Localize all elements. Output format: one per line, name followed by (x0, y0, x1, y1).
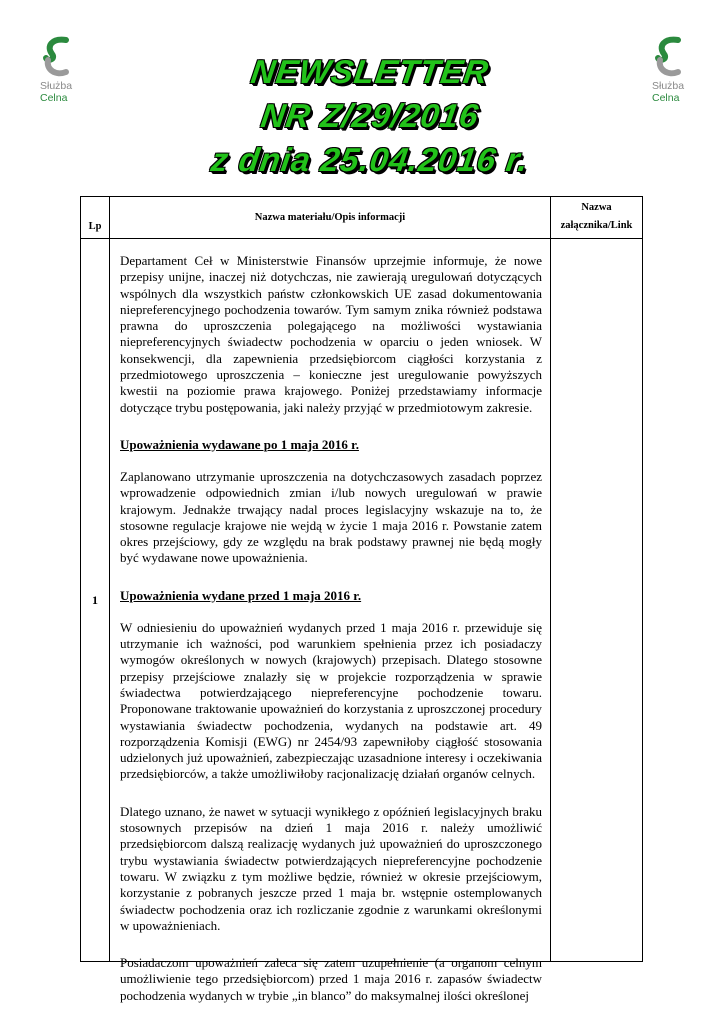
section-heading-before: Upoważnienia wydane przed 1 maja 2016 r. (120, 587, 362, 603)
title-line-date: z dnia 25.04.2016 r. (208, 141, 532, 178)
title-line-newsletter: NEWSLETTER (248, 53, 492, 90)
newsletter-title (110, 50, 630, 182)
paragraph-existing: W odniesieniu do upoważnień wydanych przed 1 maja 2016 r. przewiduje się utrzymanie ich ważności, pod warunkiem spełnienia przez ich posiadaczy wymogów określonych w nowych (krajowych) przepisach. Dlatego stosowne przepisy przejściowe znalazły się w projekcie rozporządzenia w sprawie świadectwa potwierdzającego niepreferencyjne pochodzenie towaru. Proponowane traktowanie upoważnień do korzystania z uproszczonej procedury wystawiania świadectw pochodzenia, wydanych na podstawie art. 49 rozporządzenia Komisji (EWG) nr 2454/93 zapewniłoby ciągłość stosowania udzielonych już upoważnień, zabezpieczając uzasadnione interesy i oczekiwania przedsiębiorców, a także umożliwiłoby racjonalizację działań organów celnych. (120, 619, 542, 782)
row-content (110, 239, 551, 1003)
paragraph-planned: Zaplanowano utrzymanie uproszczenia na dotychczasowych zasadach poprzez wprowadzenie odpowiednich zmian i/lub nowych uregulowań w prawie krajowym. Jednakże trwający nadal proces legislacyjny wskazuje na to, że stosowne regulacje krajowe nie wejdą w życie 1 maja 2016 r. Powstanie zatem okres przejściowy, gdy ze względu na brak podstawy prawnej nie będą mogły być wydawane nowe upoważnienia. (120, 468, 542, 566)
sluzba-celna-logo-right (652, 36, 712, 104)
sluzba-celna-emblem-icon (654, 36, 682, 78)
header-lp: Lp (81, 197, 110, 239)
sluzba-celna-logo-left (40, 36, 100, 104)
paragraph-recommendation: Posiadaczom upoważnień zaleca się zatem uzupełnienie (a organom celnym umożliwienie tego przedsiębiorcom) przed 1 maja 2016 r. zapasów świadectw pochodzenia wydanych w trybie „in blanco” do maksymalnej ilości określonej (120, 955, 542, 1003)
section-heading-after: Upoważnienia wydawane po 1 maja 2016 r. (120, 436, 359, 452)
logo-text-line2: Celna (40, 92, 68, 104)
newsletter-table (80, 196, 643, 1003)
header-name: Nazwa materiału/Opis informacji (110, 197, 551, 239)
logo-text-line1: Służba (652, 80, 685, 92)
paragraph-therefore: Dlatego uznano, że nawet w sytuacji wynikłego z opóźnień legislacyjnych braku stosownych przepisów na dzień 1 maja 2016 r. należy umożliwić przedsiębiorcom dalszą realizację wydanych już upoważnień do uproszczonego trybu wystawiania świadectw potwierdzających niepreferencyjne pochodzenie towaru. W związku z tym możliwe będzie, również w okresie przejściowym, korzystanie z pobranych jeszcze przed 1 maja br. wstępnie ostemplowanych świadectw pochodzenia oraz ich rozliczanie zgodnie z warunkami określonymi w upoważnieniach. (120, 803, 542, 933)
table-row (81, 239, 643, 962)
header-attachment-line2: załącznika/Link (560, 220, 633, 231)
header-attachment (551, 197, 643, 239)
title-line-number: NR Z/29/2016 (258, 97, 482, 134)
logo-text-line2: Celna (652, 92, 680, 104)
sluzba-celna-emblem-icon (42, 36, 70, 78)
table-header-row (81, 197, 643, 239)
header-attachment-line1: Nazwa (581, 202, 612, 213)
paragraph-intro: Departament Ceł w Ministerstwie Finansów uprzejmie informuje, że nowe przepisy unijne, inaczej niż dotychczas, nie zawierają uregulowań dotyczących wspólnych dla wszystkich państw członkowskich UE zasad dokumentowania niepreferencyjnego pochodzenia towarów. Tym samym znika również podstawa prawna do uproszczenia polegającego na możliwości wystawiania niepreferencyjnych świadectw pochodzenia w oparciu o jeden wniosek. W konsekwencji, dla zapewnienia przedsiębiorcom ciągłości korzystania z przedmiotowego uproszczenia – konieczne jest uregulowanie powyższych kwestii na poziomie prawa krajowego. Poniżej przedstawiamy informacje dotyczące trybu postępowania, jaki należy przyjąć w przedmiotowym zakresie. (120, 253, 542, 415)
row-lp: 1 (81, 239, 110, 962)
row-attachment-link (551, 239, 643, 962)
logo-text-line1: Służba (40, 80, 73, 92)
